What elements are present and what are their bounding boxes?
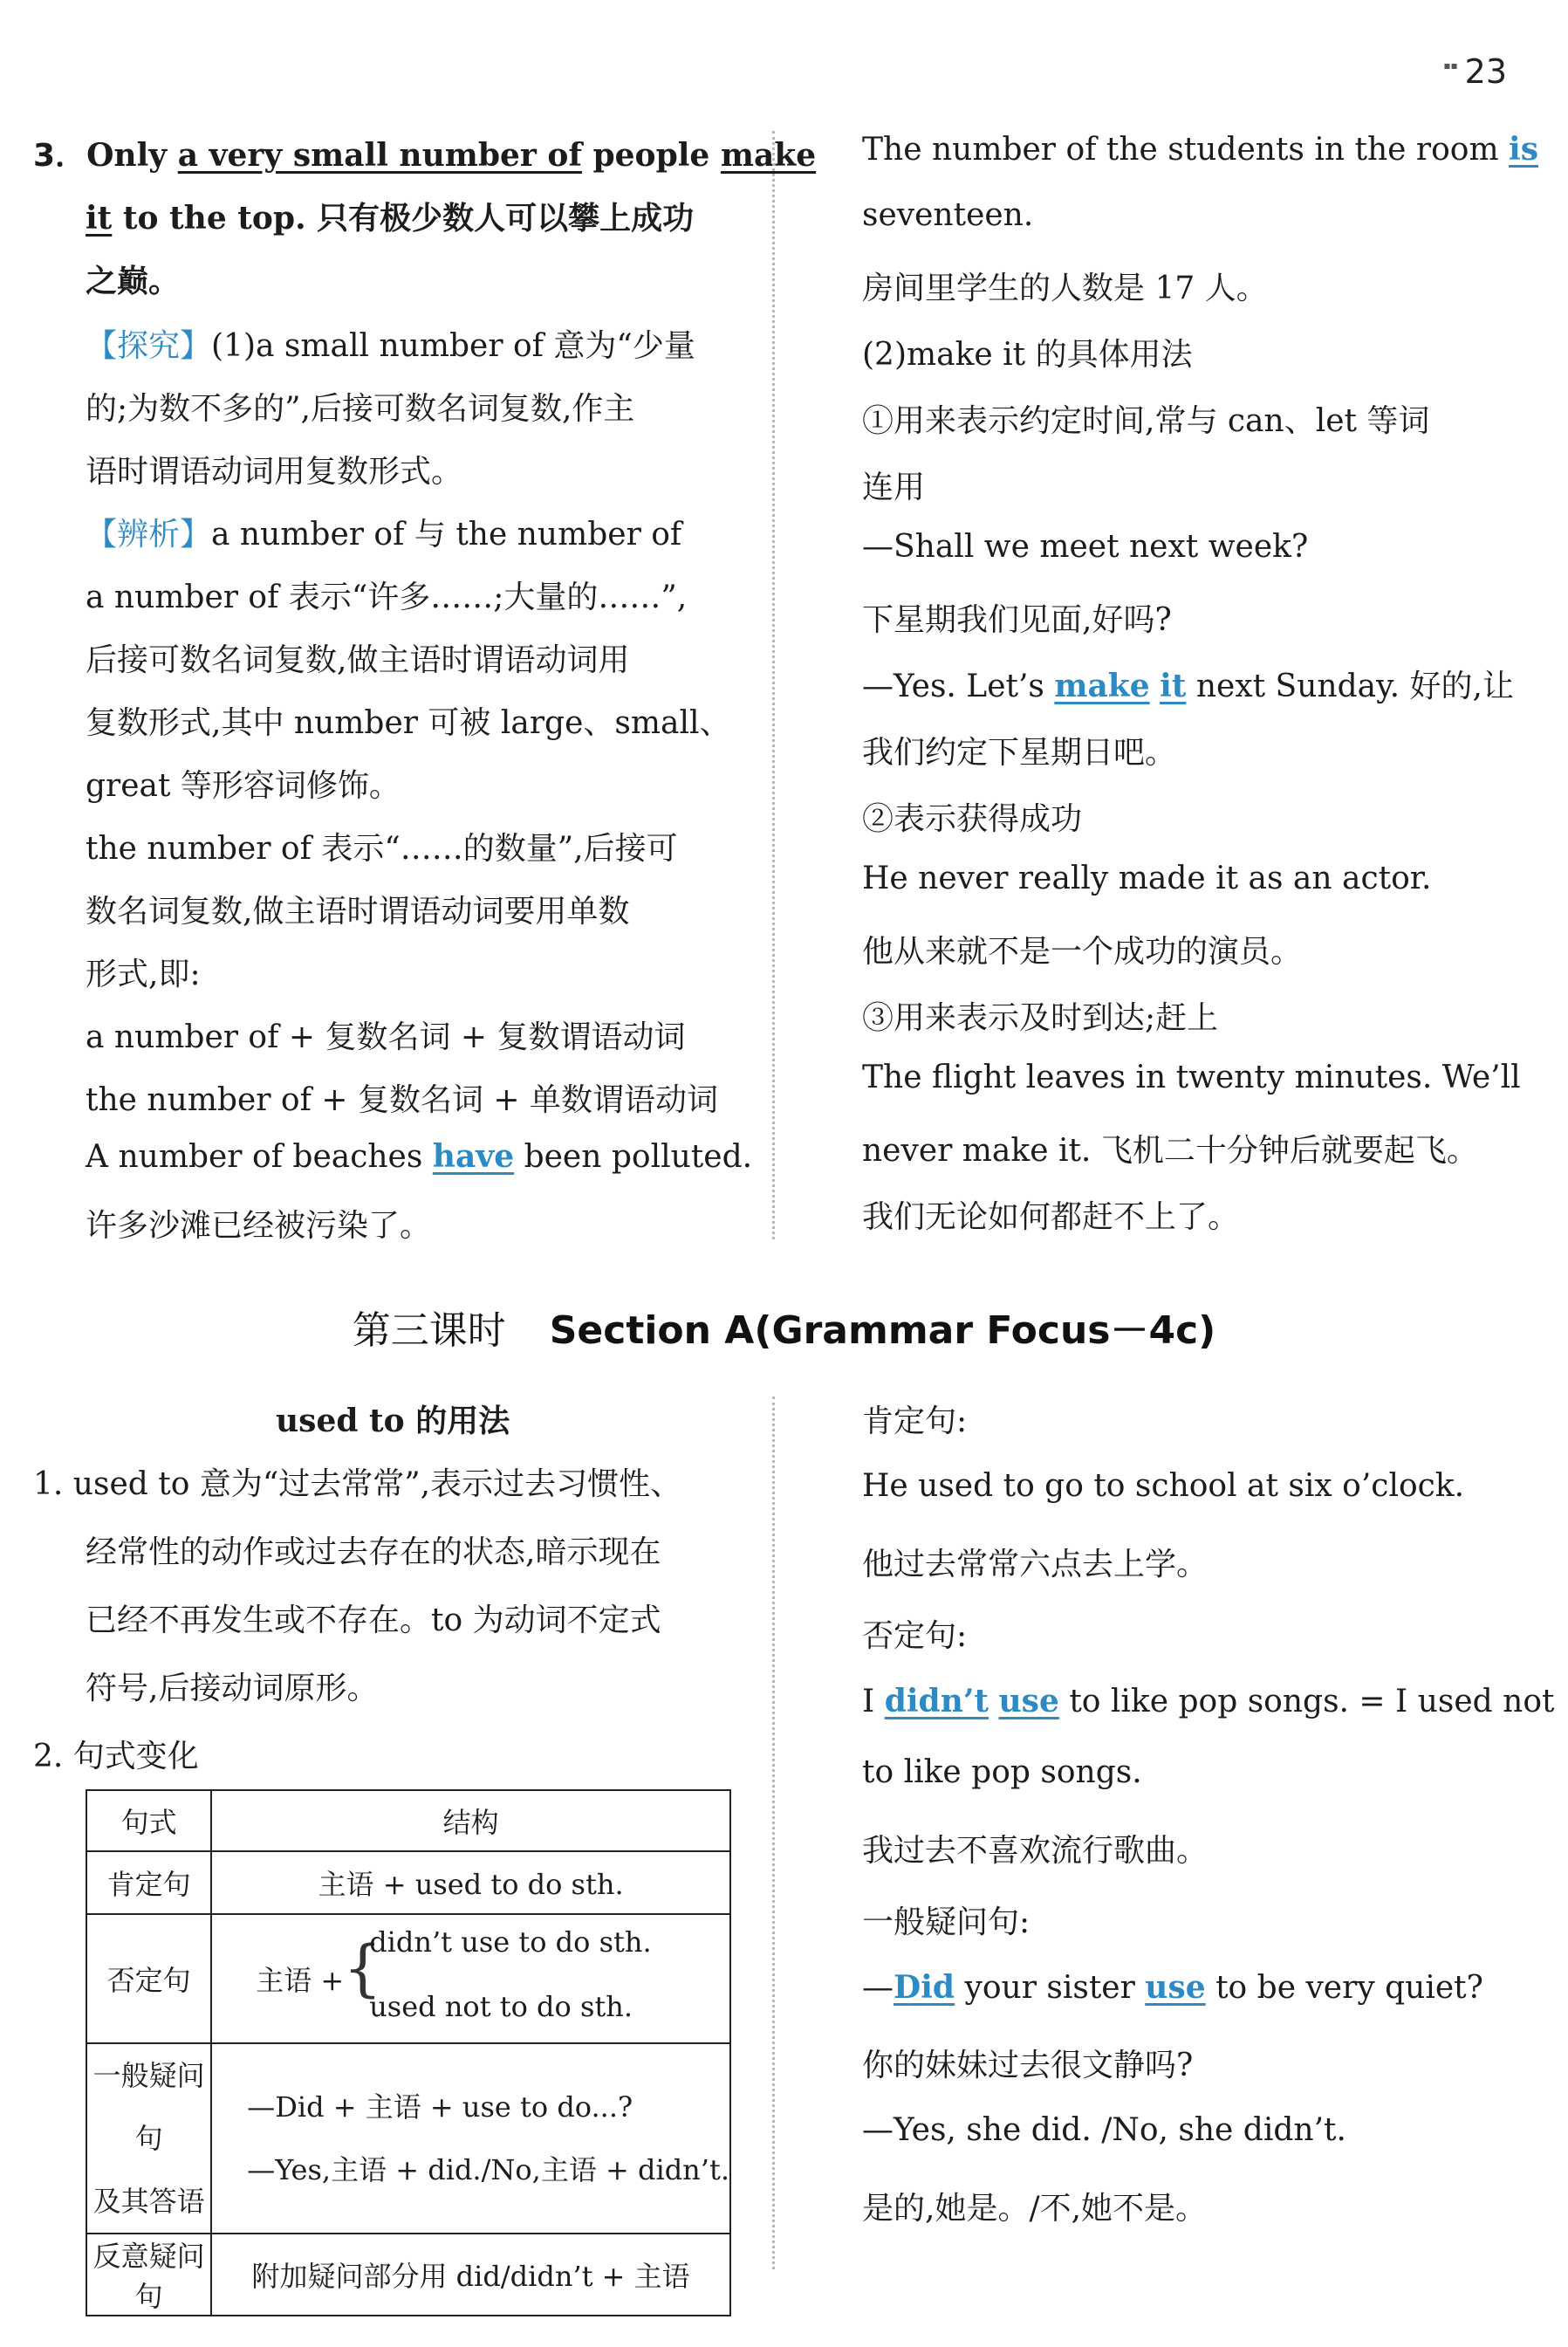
usage-2-example: He never really made it as an actor. [862, 861, 1432, 896]
structure-line: —Did + 主语 + use to do...? [247, 2090, 633, 2124]
answer-translation: 是的,她是。/不,她不是。 [862, 2191, 1208, 2227]
usage-2: ②表示获得成功 [862, 801, 1083, 837]
answer-blank: make [1054, 668, 1150, 704]
answer-blank: have [432, 1138, 515, 1175]
example-2-translation: 房间里学生的人数是 17 人。 [862, 271, 1268, 306]
used-to-para-line: 符号,后接动词原形。 [86, 1671, 379, 1706]
section-title: 第三课时 Section A(Grammar Focus－4c) [352, 1308, 1216, 1353]
structure-option: didn’t use to do sth. [369, 1925, 652, 1959]
sentence-forms-heading: 2. 句式变化 [33, 1739, 199, 1774]
table-row [86, 2043, 730, 2234]
page-number: ▪▪ 23 [1443, 52, 1507, 91]
table-cell-type: 肯定句 [86, 1851, 211, 1914]
dialog-answer-translation: 我们约定下星期日吧。 [862, 735, 1177, 771]
analysis-line: 形式,即: [86, 957, 201, 992]
formula-line: the number of + 复数名词 + 单数谓语动词 [86, 1082, 719, 1118]
analysis-line: the number of 表示“……的数量”,后接可 [86, 831, 678, 867]
used-to-para-line: 已经不再发生或不存在。to 为动词不定式 [86, 1602, 661, 1638]
answer-blank: use [998, 1683, 1059, 1719]
table-cell-structure [211, 1914, 730, 2043]
example-1-translation: 许多沙滩已经被污染了。 [86, 1208, 432, 1244]
answer-blank: is [1509, 131, 1538, 168]
item-3-title-line3: 之巅。 [86, 263, 181, 299]
item-3-title-line1: 3．Only a very small number of people make [33, 137, 817, 174]
used-to-para-line: 经常性的动作或过去存在的状态,暗示现在 [86, 1534, 661, 1570]
usage-3-translation: 我们无论如何都赶不上了。 [862, 1199, 1240, 1235]
usage-1-line2: 连用 [862, 470, 926, 505]
analysis-line: great 等形容词修饰。 [86, 768, 401, 804]
question-translation: 你的妹妹过去很文静吗? [862, 2048, 1194, 2083]
dialog-question-translation: 下星期我们见面,好吗? [862, 602, 1172, 638]
table-cell-structure: 主语 + used to do sth. [211, 1851, 730, 1914]
usage-3-example-line1: The flight leaves in twenty minutes. We’ll [862, 1060, 1521, 1095]
structure-option: used not to do sth. [369, 1990, 633, 2023]
answer-blank: didn’t [884, 1683, 989, 1719]
analysis-line: 后接可数名词复数,做主语时谓语动词用 [86, 642, 630, 678]
table-header-cell: 句式 [86, 1790, 211, 1851]
affirmative-label: 肯定句: [862, 1403, 968, 1439]
affirmative-translation: 他过去常常六点去上学。 [862, 1547, 1209, 1582]
column-divider [772, 1397, 775, 2269]
answer-blank: Did [894, 1969, 955, 2006]
explore-line3: 语时谓语动词用复数形式。 [86, 454, 463, 490]
sentence-forms-table [86, 1789, 731, 2316]
usage-1-line1: ①用来表示约定时间,常与 can、let 等词 [862, 403, 1430, 439]
answer-example: —Yes, she did. /No, she didn’t. [862, 2112, 1346, 2148]
brace-icon: { [343, 1932, 382, 2004]
structure-line: —Yes,主语 + did./No,主语 + didn’t. [247, 2153, 729, 2186]
table-cell-structure: 附加疑问部分用 did/didn’t + 主语 [211, 2234, 730, 2316]
formula-line: a number of + 复数名词 + 复数谓语动词 [86, 1019, 686, 1055]
item-3-title-line2: it to the top. 只有极少数人可以攀上成功 [86, 200, 695, 237]
negative-example: I didn’t use to like pop songs. = I used not [862, 1683, 1555, 1719]
table-cell-type: 反意疑问句 [86, 2234, 211, 2316]
subheading-make-it: (2)make it 的具体用法 [862, 337, 1193, 373]
affirmative-example: He used to go to school at six o’clock. [862, 1468, 1465, 1504]
usage-3-example-line2: never make it. 飞机二十分钟后就要起飞。 [862, 1133, 1478, 1169]
analysis-line1: 【辨析】a number of 与 the number of [86, 517, 682, 552]
explore-line1: 【探究】(1)a small number of 意为“少量 [86, 328, 695, 364]
type-line: 一般疑问句 [92, 2059, 205, 2155]
table-row [86, 1851, 730, 1914]
usage-3: ③用来表示及时到达;赶上 [862, 1000, 1219, 1036]
analysis-line: a number of 表示“许多……;大量的……”, [86, 580, 688, 615]
dialog-question: —Shall we meet next week? [862, 529, 1309, 565]
example-1: A number of beaches have been polluted. [86, 1138, 753, 1175]
used-to-para-line: 1. used to 意为“过去常常”,表示过去习惯性、 [33, 1466, 682, 1502]
table-row [86, 1914, 730, 2043]
answer-blank: it [1160, 668, 1187, 704]
column-divider [772, 131, 775, 1239]
used-to-heading: used to 的用法 [276, 1403, 510, 1439]
analysis-line: 复数形式,其中 number 可被 large、small、 [86, 705, 731, 741]
subject-prefix: 主语 + [256, 1964, 345, 1997]
negative-example-line2: to like pop songs. [862, 1754, 1142, 1790]
explore-line2: 的;为数不多的”,后接可数名词复数,作主 [86, 391, 635, 427]
analysis-line: 数名词复数,做主语时谓语动词要用单数 [86, 894, 630, 930]
example-2-line2: seventeen. [862, 197, 1034, 233]
example-2-line1: The number of the students in the room is [862, 131, 1538, 168]
negative-translation: 我过去不喜欢流行歌曲。 [862, 1833, 1209, 1869]
table-header-row [86, 1790, 730, 1851]
table-header-cell: 结构 [211, 1790, 730, 1851]
question-example: —Did your sister use to be very quiet? [862, 1969, 1483, 2006]
answer-blank: use [1145, 1969, 1206, 2006]
usage-2-translation: 他从来就不是一个成功的演员。 [862, 934, 1303, 970]
question-label: 一般疑问句: [862, 1904, 1030, 1940]
table-row [86, 2234, 730, 2316]
table-cell-structure [211, 2043, 730, 2234]
type-line: 及其答语 [92, 2185, 205, 2218]
negative-label: 否定句: [862, 1618, 968, 1654]
table-cell-type: 否定句 [86, 1914, 211, 2043]
table-cell-type [86, 2043, 211, 2234]
dialog-answer: —Yes. Let’s make it next Sunday. 好的,让 [862, 668, 1514, 704]
